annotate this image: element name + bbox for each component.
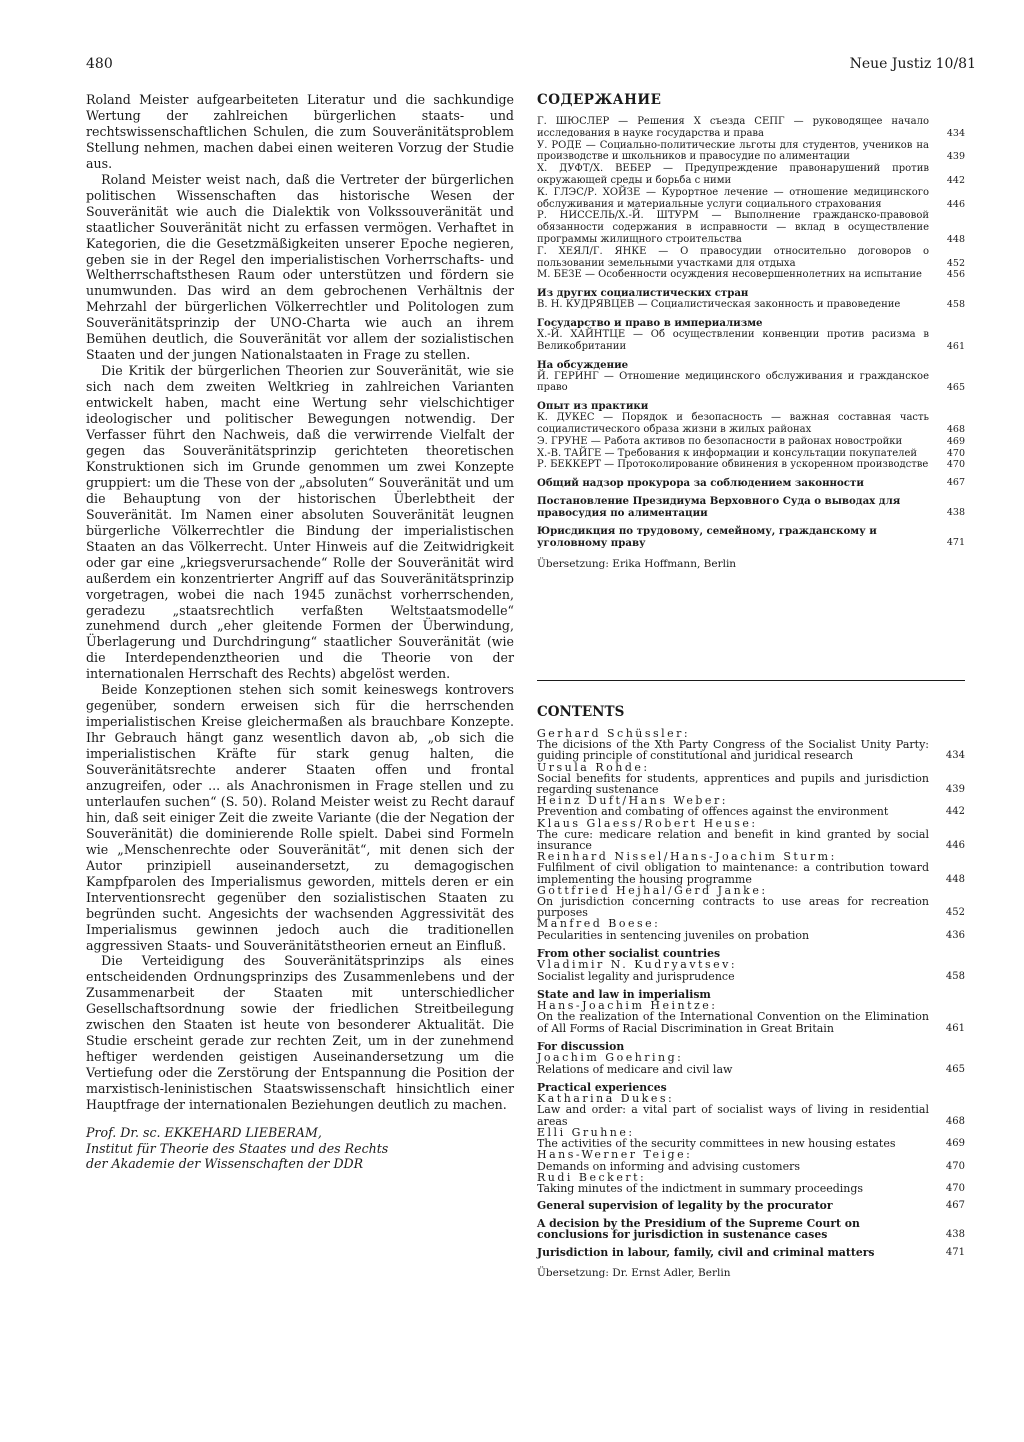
toc-bold-entry bbox=[537, 477, 965, 489]
page-header bbox=[86, 56, 976, 76]
toc-entry-text: Relations of medicare and civil law bbox=[537, 1062, 733, 1076]
toc-section-heading: For discussion bbox=[537, 1039, 625, 1053]
article-column bbox=[86, 92, 514, 1172]
signature-line: Prof. Dr. sc. EKKEHARD LIEBERAM, bbox=[86, 1125, 322, 1140]
toc-entry bbox=[537, 1064, 965, 1075]
toc-entry-page: 470 bbox=[945, 1160, 965, 1172]
toc-author: Reinhard Nissel/Hans-Joachim Sturm: bbox=[537, 850, 837, 864]
toc-entry-text: Юрисдикция по трудовому, семейному, гражданскому и уголовному праву bbox=[537, 525, 877, 550]
toc-entry-page: 452 bbox=[946, 257, 965, 269]
toc-entry bbox=[537, 806, 965, 817]
toc-bold-entry bbox=[537, 1200, 965, 1212]
toc-section-heading: Из других социалистических стран bbox=[537, 287, 749, 300]
toc-entry-page: 469 bbox=[945, 1138, 965, 1150]
toc-entry-text: The cure: medicare relation and benefit in kind granted by social insurance bbox=[537, 827, 929, 853]
toc-entry-text: Х. ДУФТ/Х. ВЕБЕР — Предупреждение правонарушений против окружающей среды и борьба с ними bbox=[537, 163, 929, 186]
toc-author: Vladimir N. Kudryavtsev: bbox=[537, 958, 738, 972]
toc-entry bbox=[537, 739, 965, 761]
toc-section-heading: From other socialist countries bbox=[537, 946, 721, 960]
toc-entry-text: On the realization of the International Convention on the Elimination of All Forms of Racial Discrimination in Great Britain bbox=[537, 1010, 929, 1035]
toc-entry-text: Г. ХЕЯЛ/Г. ЯНКЕ — О правосудии относительно договоров о пользовании земельными участками для отдыха bbox=[537, 245, 929, 269]
toc-bold-entry bbox=[537, 525, 965, 549]
toc-author: Elli Gruhne: bbox=[537, 1125, 635, 1139]
article-paragraph: Beide Konzeptionen stehen sich somit keineswegs kontrovers gegenüber, sondern erweisen sich für die herrschenden imperialistischen Kreise gleichermaßen als brauchbare Konzepte. Ihr Gebrauch hängt ganz wesentlich davon ab, „ob sich die imperialistischen Kräfte für stark genug halten, die Souveränitätsrechte anderer Staaten offen und frontal anzugreifen, oder ... als Anachronismen in Frage stellen und zu unterlaufen suchen“ (S. 50). Roland Meister weist zu Recht darauf hin, daß seit einiger Zeit die zweite Variante (die der Negation der Souveränität) die dominierende Rolle spielt. Dabei sind Formeln wie „Menschenrechte oder Souveränität“, mit denen sich der Autor prinzipiell auseinandersetzt, zu demagogischen Kampfparolen des Imperialismus geworden, mittels deren er ein Interventionsrecht gegenüber den sozialistischen Staaten zu begründen sucht. Angesichts der wachsenden Aggressivität des Imperialismus gewinnen jedoch auch die traditionellen aggressiven Staats- und Souveränitätstheorien erneut an Einfluß. bbox=[86, 682, 514, 953]
toc-entry-text: Г. ШЮСЛЕР — Решения X съезда СЕПГ — руководящее начало исследования в науке государства и права bbox=[537, 116, 929, 139]
toc-entry-page: 442 bbox=[946, 174, 965, 186]
toc-entry bbox=[537, 930, 965, 941]
toc-entry bbox=[537, 1011, 965, 1033]
article-paragraph: Roland Meister aufgearbeiteten Literatur und die sachkundige Wertung der zahlreichen bürgerlichen staats- und rechtswissenschaftlichen Schulen, die zum Souveränitätsproblem Stellung nehmen, machen dabei einen weiteren Vorzug der Studie aus. bbox=[86, 92, 514, 171]
russian-toc-title: СОДЕРЖАНИЕ bbox=[537, 92, 662, 108]
toc-author: Joachim Goehring: bbox=[537, 1051, 684, 1065]
toc-entry-page: 458 bbox=[945, 970, 965, 982]
toc-entry-text: Х.-Й. ХАЙНТЦЕ — Об осуществлении конвенции против расизма в Великобритании bbox=[537, 328, 929, 352]
toc-entry-page: 436 bbox=[945, 929, 965, 941]
toc-entry-text: Й. ГЕРИНГ — Отношение медицинского обслуживания и гражданское право bbox=[537, 370, 929, 394]
english-toc bbox=[537, 704, 965, 1279]
toc-entry bbox=[537, 412, 965, 436]
toc-entry-text: Social benefits for students, apprentices and pupils and jurisdiction regarding sustenance bbox=[537, 771, 929, 797]
toc-entry-page: 465 bbox=[946, 382, 965, 394]
toc-entry bbox=[537, 436, 965, 448]
toc-entry bbox=[537, 140, 965, 164]
toc-entry bbox=[537, 269, 965, 281]
toc-entry-page: 468 bbox=[945, 1115, 965, 1127]
toc-entry bbox=[537, 163, 965, 187]
toc-entry-page: 452 bbox=[945, 907, 965, 919]
toc-entry bbox=[537, 210, 965, 245]
toc-entry-text: Х.-В. ТАЙГЕ — Требования к информации и консультации покупателей bbox=[537, 447, 918, 459]
toc-entry-text: В. Н. КУДРЯВЦЕВ — Социалистическая законность и правоведение bbox=[537, 299, 901, 311]
toc-entry-page: 448 bbox=[946, 233, 965, 245]
toc-entry bbox=[537, 329, 965, 353]
section-divider bbox=[537, 680, 965, 681]
article-paragraph: Roland Meister weist nach, daß die Vertreter der bürgerlichen politischen Wissenschaften das historische Wesen der Souveränität wie auch die Dialektik von Volkssouveränität und staatlicher Souveränität nicht zu erfassen vermögen. Verhaftet in Kategorien, die die Gesetzmäßigkeiten unserer Epoche negieren, geben sie in der Regel den imperialistischen Vorherrschafts- und Weltherrschaftsthesen Raum oder unterstützen und fördern sie unumwunden. Das wird an dem gebrochenen Verhältnis der Mehrzahl der bürgerlichen Völkerrechtler und Politologen zum Souveränitätsprinzip der UNO-Charta wie auch an ihrem Bemühen deutlich, die Souveränität vor allem der sozialistischen Staaten und der jungen Nationalstaaten in Frage zu stellen. bbox=[86, 171, 514, 363]
toc-entry-page: 470 bbox=[945, 1182, 965, 1194]
toc-section-heading: Опыт из практики bbox=[537, 400, 649, 413]
toc-author: Gottfried Hejhal/Gerd Janke: bbox=[537, 883, 768, 897]
toc-entry-page: 461 bbox=[945, 1022, 965, 1034]
toc-entry-text: Постановление Президиума Верховного Суда о выводах для правосудия по алиментации bbox=[537, 495, 901, 520]
toc-entry-text: Р. БЕККЕРТ — Протоколирование обвинения в ускоренном производстве bbox=[537, 459, 929, 471]
toc-entry-text: Fulfilment of civil obligation to maintenance: a contribution toward implementing the housing programme bbox=[537, 861, 929, 886]
toc-entry-page: 470 bbox=[946, 459, 965, 471]
toc-entry-page: 446 bbox=[945, 840, 965, 852]
toc-entry bbox=[537, 971, 965, 982]
toc-author: Ursula Rohde: bbox=[537, 760, 650, 774]
toc-entry bbox=[537, 246, 965, 270]
toc-entry-page: 439 bbox=[946, 151, 965, 163]
article-paragraph: Die Verteidigung des Souveränitätsprinzips als eines entscheidenden Ordnungsprinzips des Zusammenlebens und der Zusammenarbeit der Staaten mit unterschiedlicher Gesellschaftsordnung sowie der friedlichen Streitbeilegung zwischen den Staaten ist heute von besonderer Aktualität. Die Studie erscheint gerade zur rechten Zeit, um in der zunehmend heftiger werdenden geistigen Auseinandersetzung um die Vertiefung oder die Zerstörung der Entspannung die Position der marxistisch-leninistischen Staatswissenschaft hinsichtlich einer Hauptfrage der internationalen Beziehungen deutlich zu machen. bbox=[86, 953, 514, 1113]
toc-author: Gerhard Schüssler: bbox=[537, 727, 691, 740]
toc-author: Hans-Joachim Heintze: bbox=[537, 999, 718, 1013]
toc-entry bbox=[537, 1183, 965, 1194]
toc-entry-page: 448 bbox=[945, 873, 965, 885]
toc-entry-text: У. РОДЕ — Социально-политические льготы для студентов, учеников на производстве и школьников и правосудие по алиментации bbox=[537, 139, 929, 163]
toc-entry bbox=[537, 187, 965, 211]
toc-author: Hans-Werner Teige: bbox=[537, 1148, 693, 1162]
toc-entry-text: The activities of the security committees in new housing estates bbox=[537, 1137, 896, 1151]
toc-entry bbox=[537, 116, 965, 140]
toc-entry bbox=[537, 299, 965, 311]
toc-entry-text: On jurisdiction concerning contracts to use areas for recreation purposes bbox=[537, 895, 929, 920]
toc-entry-page: 438 bbox=[946, 507, 965, 519]
toc-entry-text: Общий надзор прокурора за соблюдением законности bbox=[537, 477, 864, 490]
toc-entry-page: 471 bbox=[946, 537, 965, 549]
toc-entry-page: 465 bbox=[945, 1063, 965, 1075]
translator-credit: Übersetzung: Dr. Ernst Adler, Berlin bbox=[537, 1267, 731, 1280]
toc-entry-text: Taking minutes of the indictment in summary proceedings bbox=[537, 1181, 864, 1195]
russian-toc bbox=[537, 92, 965, 570]
toc-entry-page: 467 bbox=[945, 1200, 965, 1212]
toc-entry bbox=[537, 773, 965, 795]
toc-entry-text: К. ГЛЭС/Р. ХОЙЗЕ — Курортное лечение — отношение медицинского обслуживания и материальные услуги социального страхования bbox=[537, 186, 929, 210]
translator-credit: Übersetzung: Erika Hoffmann, Berlin bbox=[537, 558, 737, 571]
toc-entry-page: 438 bbox=[945, 1229, 965, 1241]
toc-entry-page: 456 bbox=[946, 269, 965, 281]
toc-section-heading: State and law in imperialism bbox=[537, 987, 711, 1001]
toc-entry-page: 467 bbox=[946, 477, 965, 489]
toc-entry-page: 458 bbox=[946, 299, 965, 311]
toc-entry bbox=[537, 896, 965, 918]
toc-entry-text: Pecularities in sentencing juveniles on probation bbox=[537, 928, 810, 942]
toc-entry-text: К. ДУКЕС — Порядок и безопасность — важная составная часть социалистического образа жизни в жилых районах bbox=[537, 412, 929, 435]
toc-entry-text: The dicisions of the Xth Party Congress of the Socialist Unity Party: guiding principle of constitutional and juridical research bbox=[537, 738, 929, 763]
signature-line: Institut für Theorie des Staates und des Rechts bbox=[86, 1140, 389, 1156]
article-paragraph: Die Kritik der bürgerlichen Theorien zur Souveränität, wie sie sich nach dem zweiten Weltkrieg in zahlreichen Varianten entwickelt haben, macht eine Wertung sehr vielschichtiger ideologischer und politischer Bewegungen notwendig. Der Verfasser führt den Nachweis, daß die verwirrende Vielfalt der gegen das Souveränitätsprinzip gerichteten theoretischen Konstruktionen sich im Grunde genommen um zwei Konzepte gruppiert: um die These von der „absoluten“ Souveränität und um die Behauptung von der historischen Überlebtheit der Souveränität. Im Namen einer absoluten Souveränität leugnen bürgerliche Völkerrechtler die Bindung der imperialistischen Staaten an das Völkerrecht. Unter Hinweis auf die Zeitwidrigkeit oder gar eine „kriegsverursachende“ Rolle der Souveränität wird außerdem ein konzentrierter Angriff auf das Souveränitätsprinzip vorgetragen, wobei die nach 1945 zunächst vorherrschenden, geradezu „staatsrechtlich verfaßten Weltstaatsmodelle“ zunehmend durch „eher gleitende Formen der Überwindung, Überlagerung und Durchdringung“ staatlicher Souveränität (wie die Interdependenztheorien und die Theorie von der internationalen Herrschaft des Rechts) abgelöst werden. bbox=[86, 363, 514, 682]
toc-entry-text: Prevention and combating of offences against the environment bbox=[537, 805, 889, 819]
toc-bold-entry bbox=[537, 1247, 965, 1259]
toc-entry-page: 471 bbox=[945, 1246, 965, 1258]
toc-entry-page: 461 bbox=[946, 340, 965, 352]
toc-entry-page: 446 bbox=[946, 198, 965, 210]
author-signature bbox=[86, 1125, 514, 1172]
english-toc-title: CONTENTS bbox=[537, 704, 625, 720]
toc-entry-text: Jurisdiction in labour, family, civil and criminal matters bbox=[537, 1245, 875, 1259]
toc-author: Klaus Glaess/Robert Heuse: bbox=[537, 816, 758, 830]
toc-entry-text: Р. НИССЕЛЬ/Х.-Й. ШТУРМ — Выполнение гражданско-правовой обязанности содержания в исправности — вклад в осуществление программы жилищного строительства bbox=[537, 210, 929, 245]
toc-section-heading: На обсуждение bbox=[537, 358, 629, 371]
toc-entry bbox=[537, 371, 965, 395]
toc-section-heading: Государство и право в империализме bbox=[537, 316, 763, 329]
signature-line: der Akademie der Wissenschaften der DDR bbox=[86, 1156, 364, 1171]
toc-entry-text: М. БЕЗЕ — Особенности осуждения несовершеннолетних на испытание bbox=[537, 269, 922, 281]
toc-author: Manfred Boese: bbox=[537, 917, 661, 931]
toc-entry-page: 434 bbox=[946, 127, 965, 139]
toc-entry-page: 469 bbox=[946, 435, 965, 447]
toc-entry-text: Socialist legality and jurisprudence bbox=[537, 969, 735, 983]
toc-entry-page: 468 bbox=[946, 423, 965, 435]
toc-entry bbox=[537, 1104, 965, 1126]
toc-entry bbox=[537, 829, 965, 851]
page-number: 480 bbox=[86, 56, 113, 72]
toc-entry-text: Э. ГРУНЕ — Работа активов по безопасности в районах новостройки bbox=[537, 435, 903, 447]
toc-entry-text: Law and order: a vital part of socialist ways of living in residential areas bbox=[537, 1103, 929, 1128]
toc-author: Katharina Dukes: bbox=[537, 1092, 675, 1106]
toc-bold-entry bbox=[537, 1218, 965, 1241]
toc-entry bbox=[537, 448, 965, 460]
toc-entry-page: 434 bbox=[945, 750, 965, 762]
toc-entry bbox=[537, 862, 965, 884]
toc-entry-text: General supervision of legality by the procurator bbox=[537, 1199, 833, 1213]
toc-section-heading: Practical experiences bbox=[537, 1080, 667, 1094]
toc-bold-entry bbox=[537, 495, 965, 519]
journal-issue: Neue Justiz 10/81 bbox=[849, 56, 976, 72]
toc-entry-page: 470 bbox=[946, 447, 965, 459]
toc-author: Rudi Beckert: bbox=[537, 1170, 647, 1184]
toc-author: Heinz Duft/Hans Weber: bbox=[537, 794, 728, 808]
toc-entry bbox=[537, 459, 965, 471]
toc-entry-text: Demands on informing and advising customers bbox=[537, 1159, 800, 1173]
toc-entry-page: 439 bbox=[945, 784, 965, 796]
toc-entry-text: A decision by the Presidium of the Supreme Court on conclusions for jurisdiction in sustenance cases bbox=[537, 1216, 860, 1242]
toc-entry-page: 442 bbox=[945, 806, 965, 818]
